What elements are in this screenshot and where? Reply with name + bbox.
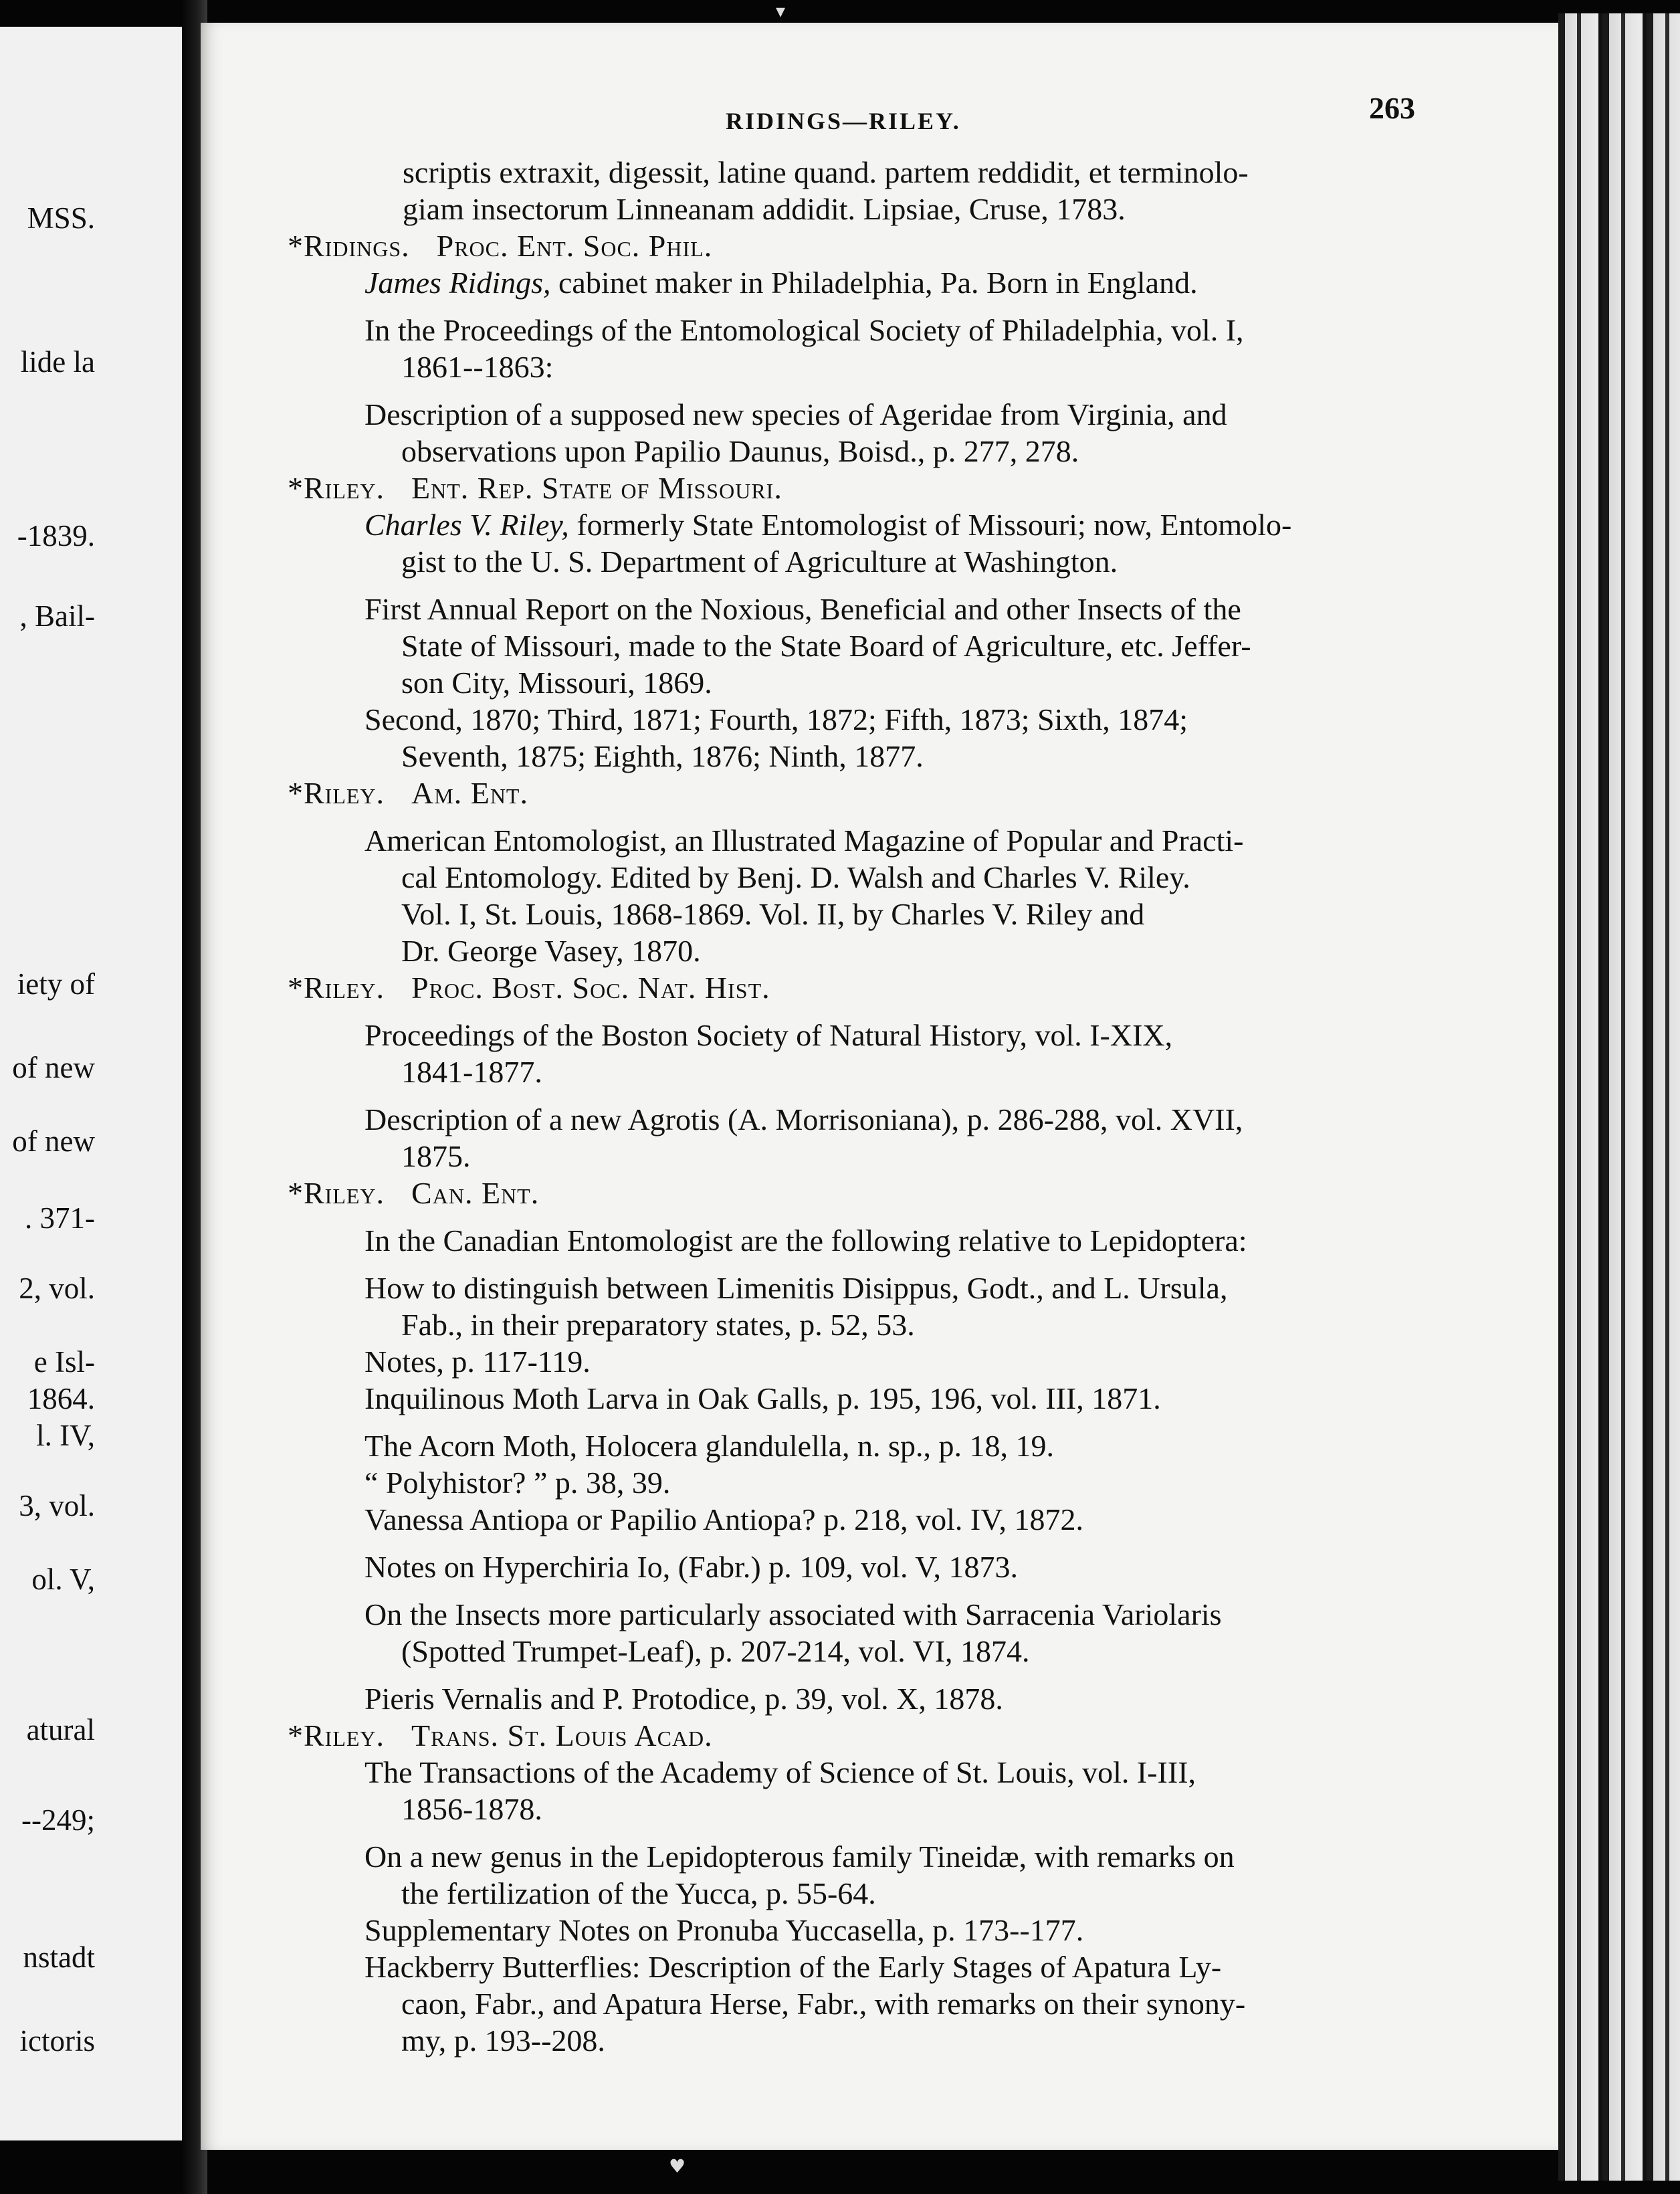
body-line-continuation: (Spotted Trumpet-Leaf), p. 207-214, vol. VI, 1874. [401,1634,1030,1668]
body-line: Supplementary Notes on Pronuba Yuccasella, p. 173--177. [364,1913,1084,1947]
person-name: Charles V. Riley, [364,508,569,542]
body-line-continuation: 1875. [401,1139,471,1173]
entry-abbreviation: Proc. Ent. Soc. Phil. [436,229,713,263]
facing-page-text: , Bail- [19,599,95,633]
body-line: In the Proceedings of the Entomological Society of Philadelphia, vol. I, [364,313,1244,347]
entry-author: Ridings. [304,229,410,263]
body-line: giam insectorum Linneanam addidit. Lipsiae, Cruse, 1783. [403,192,1126,226]
body-line: American Entomologist, an Illustrated Magazine of Popular and Practi- [364,823,1244,858]
body-line: Second, 1870; Third, 1871; Fourth, 1872; Fifth, 1873; Sixth, 1874; [364,702,1188,736]
body-line-continuation: Vol. I, St. Louis, 1868-1869. Vol. II, by Charles V. Riley and [401,897,1145,931]
line-gap [288,1585,1438,1596]
body-line: Description of a new Agrotis (A. Morrisoniana), p. 286-288, vol. XVII, [364,1102,1243,1136]
body-line-continuation: State of Missouri, made to the State Board of Agriculture, etc. Jeffer- [401,629,1251,663]
entry-star: * [288,471,304,505]
body-line: Notes, p. 117-119. [364,1344,591,1379]
facing-page-text: l. IV, [36,1419,95,1452]
facing-page-text: -1839. [17,519,95,553]
facing-page-text: 3, vol. [19,1489,95,1522]
body-line: How to distinguish between Limenitis Disippus, Godt., and L. Ursula, [364,1271,1228,1305]
facing-page-text: lide la [20,345,95,379]
facing-page-text: . 371- [25,1201,95,1235]
body-line: Vanessa Antiopa or Papilio Antiopa? p. 218, vol. IV, 1872. [364,1502,1083,1536]
facing-page-text: ol. V, [31,1563,95,1596]
body-line-continuation: son City, Missouri, 1869. [401,666,712,700]
body-line: On a new genus in the Lepidopterous family Tineidæ, with remarks on [364,1839,1235,1874]
line-gap [288,811,1438,822]
entry-author: Riley. [304,1718,385,1753]
body-line: Pieris Vernalis and P. Protodice, p. 39, vol. X, 1878. [364,1682,1003,1716]
line-gap [288,1006,1438,1017]
line-gap [288,580,1438,591]
entry-heading [288,1717,1438,1754]
line-gap [288,1259,1438,1270]
facing-page-text: 2, vol. [19,1272,95,1305]
line-gap [288,1670,1438,1680]
entry-author: Riley. [304,971,385,1005]
facing-page-text: nstadt [23,1940,95,1974]
body-line-continuation: gist to the U. S. Department of Agriculture at Washington. [401,544,1118,579]
page-number: 263 [1369,91,1415,125]
page-body [288,154,1438,2059]
line-gap [288,1211,1438,1222]
facing-page-text: ictoris [19,2024,95,2058]
body-line-continuation: Seventh, 1875; Eighth, 1876; Ninth, 1877. [401,739,924,773]
facing-page-text: iety of [17,967,95,1001]
scan-mark: ♥ [669,2155,686,2177]
entry-star: * [288,971,304,1005]
entry-abbreviation: Trans. St. Louis Acad. [411,1718,713,1753]
facing-page-text: of new [12,1051,95,1084]
body-line-continuation: caon, Fabr., and Apatura Herse, Fabr., with remarks on their synony- [401,1987,1246,2021]
facing-page-text: of new [12,1124,95,1158]
entry-abbreviation: Can. Ent. [411,1176,540,1210]
entry-star: * [288,776,304,810]
entry-star: * [288,229,304,263]
entry-heading [288,969,1438,1006]
body-line-continuation: Dr. George Vasey, 1870. [401,934,701,968]
biography-text: formerly State Entomologist of Missouri; now, Entomolo- [568,508,1292,542]
facing-page-text: MSS. [27,201,95,235]
body-line: scriptis extraxit, digessit, latine quand. partem reddidit, et terminolo- [403,155,1249,189]
person-name: James Ridings, [364,266,551,300]
body-line: Notes on Hyperchiria Io, (Fabr.) p. 109, vol. V, 1873. [364,1550,1018,1584]
body-line: Description of a supposed new species of Ageridae from Virginia, and [364,397,1227,431]
entry-abbreviation: Proc. Bost. Soc. Nat. Hist. [411,971,770,1005]
body-line-continuation: the fertilization of the Yucca, p. 55-64. [401,1876,876,1910]
biography-text: cabinet maker in Philadelphia, Pa. Born in England. [550,266,1198,300]
body-line: “ Polyhistor? ” p. 38, 39. [364,1466,671,1500]
body-line-continuation: Fab., in their preparatory states, p. 52, 53. [401,1308,915,1342]
entry-heading [288,470,1438,506]
entry-heading [288,1175,1438,1211]
body-line: On the Insects more particularly associated with Sarracenia Variolaris [364,1597,1222,1631]
entry-author: Riley. [304,1176,385,1210]
body-line: Inquilinous Moth Larva in Oak Galls, p. 195, 196, vol. III, 1871. [364,1381,1161,1415]
facing-page-fragment [0,27,186,2140]
body-line-continuation: 1856-1878. [401,1792,542,1826]
body-line: The Transactions of the Academy of Science of St. Louis, vol. I-III, [364,1755,1196,1789]
facing-page-text: atural [26,1713,95,1747]
facing-page-text: 1864. [27,1382,95,1415]
running-head: RIDINGS—RILEY. [726,108,961,134]
body-line: Proceedings of the Boston Society of Natural History, vol. I-XIX, [364,1018,1173,1052]
entry-star: * [288,1718,304,1753]
entry-abbreviation: Am. Ent. [411,776,528,810]
entry-author: Riley. [304,776,385,810]
body-line-continuation: my, p. 193--208. [401,2023,605,2058]
line-gap [288,1827,1438,1838]
body-line: Hackberry Butterflies: Description of the Early Stages of Apatura Ly- [364,1950,1222,1984]
body-line-continuation: 1861--1863: [401,350,554,384]
entry-author: Riley. [304,471,385,505]
line-gap [288,301,1438,312]
line-gap [288,1538,1438,1549]
line-gap [288,1090,1438,1101]
facing-page-text: e Isl- [33,1345,95,1379]
biography-line [288,506,1438,543]
page-edge-stack [1558,13,1680,2181]
body-line: In the Canadian Entomologist are the following relative to Lepidoptera: [364,1223,1247,1258]
facing-page-text: --249; [21,1803,95,1837]
body-line-continuation: cal Entomology. Edited by Benj. D. Walsh and Charles V. Riley. [401,860,1190,894]
scan-mark: ▾ [776,0,786,22]
body-line: The Acorn Moth, Holocera glandulella, n. sp., p. 18, 19. [364,1429,1054,1463]
biography-line [288,264,1438,301]
entry-heading [288,227,1438,264]
body-line: First Annual Report on the Noxious, Beneficial and other Insects of the [364,592,1241,626]
body-line-continuation: observations upon Papilio Daunus, Boisd., p. 277, 278. [401,434,1079,468]
line-gap [288,385,1438,396]
entry-heading [288,775,1438,811]
line-gap [288,1417,1438,1427]
entry-star: * [288,1176,304,1210]
entry-abbreviation: Ent. Rep. State of Missouri. [411,471,782,505]
body-line-continuation: 1841-1877. [401,1055,542,1089]
